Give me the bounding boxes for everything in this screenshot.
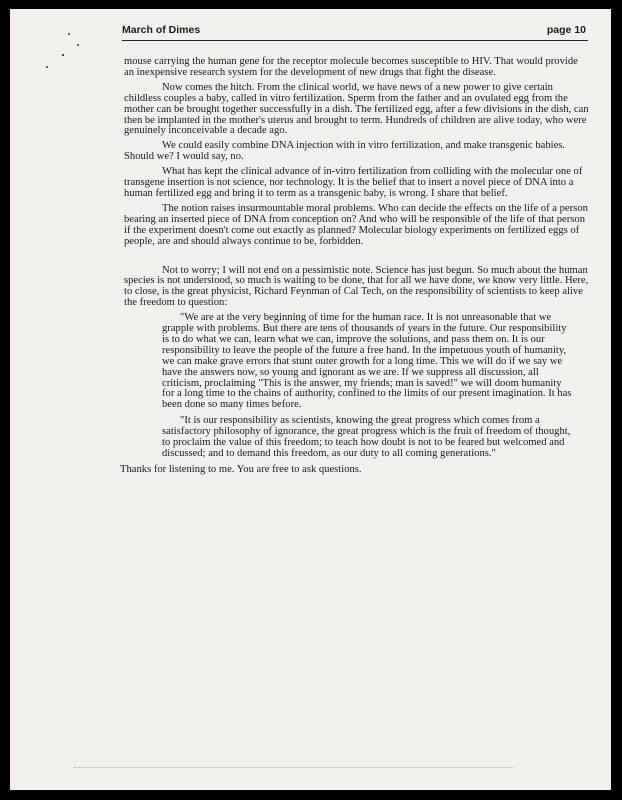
paragraph: Now comes the hitch. From the clinical world, we have news of a new power to give certain childless couples a baby, called in vitro fertilization. Sperm from the father and an ovulated egg from the mother can be brought together successfully in a dish. The fertilized egg, after a few divisions in the dish, can then be implanted in the mother's uterus and brought to term. Hundreds of children are alive today, who were genuinely inconceivable a decade ago. — [124, 81, 589, 137]
speck-mark — [62, 54, 64, 56]
paragraph: What has kept the clinical advance of in-vitro fertilization from colliding with the molecular one of transgene insertion is not science, nor technology. It is the belief that to insert a novel piece of DNA into a human fertilized egg and bring it to term as a transgenic baby, is wrong. I share that belief. — [124, 166, 583, 199]
paragraph: mouse carrying the human gene for the receptor molecule becomes susceptible to HIV. That would provide an inexpensive research system for the development of new drugs that fight the disease. — [124, 56, 578, 78]
closing-line: Thanks for listening to me. You are free to ask questions. — [120, 463, 362, 475]
block-quote: "We are at the very beginning of time for the human race. It is not unreasonable that we grapple with problems. But there are tens of thousands of years in the future. Our responsibility is to do what we can, learn what we can, improve the solutions, and pass them on. It is our responsibility to leave the people of the future a free hand. In the impetuous youth of humanity, we can make grave errors that stunt outer growth for a long time. This we will do if we say we have the answers now, so young and ignorant as we are. If we suppress all discussion, all criticism, proclaiming "This is the answer, my friends; man is saved!" we will doom humanity for a long time to the chains of authority, confined to the limits of our present imagination. It has been done so many times before. — [162, 312, 572, 411]
speck-mark — [68, 33, 70, 35]
paragraph: The notion raises insurmountable moral problems. Who can decide the effects on the life of a person bearing an inserted piece of DNA from conception on? And who will be responsible of the life of that person if the experiment doesn't come out exactly as planned? Molecular biology experiments on fertilized eggs of people, are and should always continue to be, forbidden. — [124, 202, 588, 247]
paragraph: Not to worry; I will not end on a pessimistic note. Science has just begun. So much about the human species is not understood, so much is waiting to be done, that for all we have done, we know very little. Here, to close, is the great physicist, Richard Feynman of Cal Tech, on the responsibility of scientists to keep alive the freedom to question: — [124, 264, 589, 309]
footer-divider — [74, 767, 514, 770]
block-quote: "It is our responsibility as scientists, knowing the great progress which comes from a satisfactory philosophy of ignorance, the great progress which is the fruit of freedom of thought, to proclaim the value of this freedom; to teach how doubt is not to be feared but welcomed and discussed; and to demand this freedom, as our duty to all coming generations." — [162, 415, 571, 459]
speck-mark — [46, 66, 48, 68]
header-title: March of Dimes — [122, 24, 201, 36]
page-header — [122, 23, 588, 41]
paragraph: We could easily combine DNA injection with in vitro fertilization, and make transgenic babies. Should we? I would say, no. — [124, 140, 566, 163]
document-body — [122, 57, 590, 476]
document-page — [10, 9, 611, 790]
speck-mark — [77, 44, 79, 46]
page-number: page 10 — [546, 24, 586, 36]
